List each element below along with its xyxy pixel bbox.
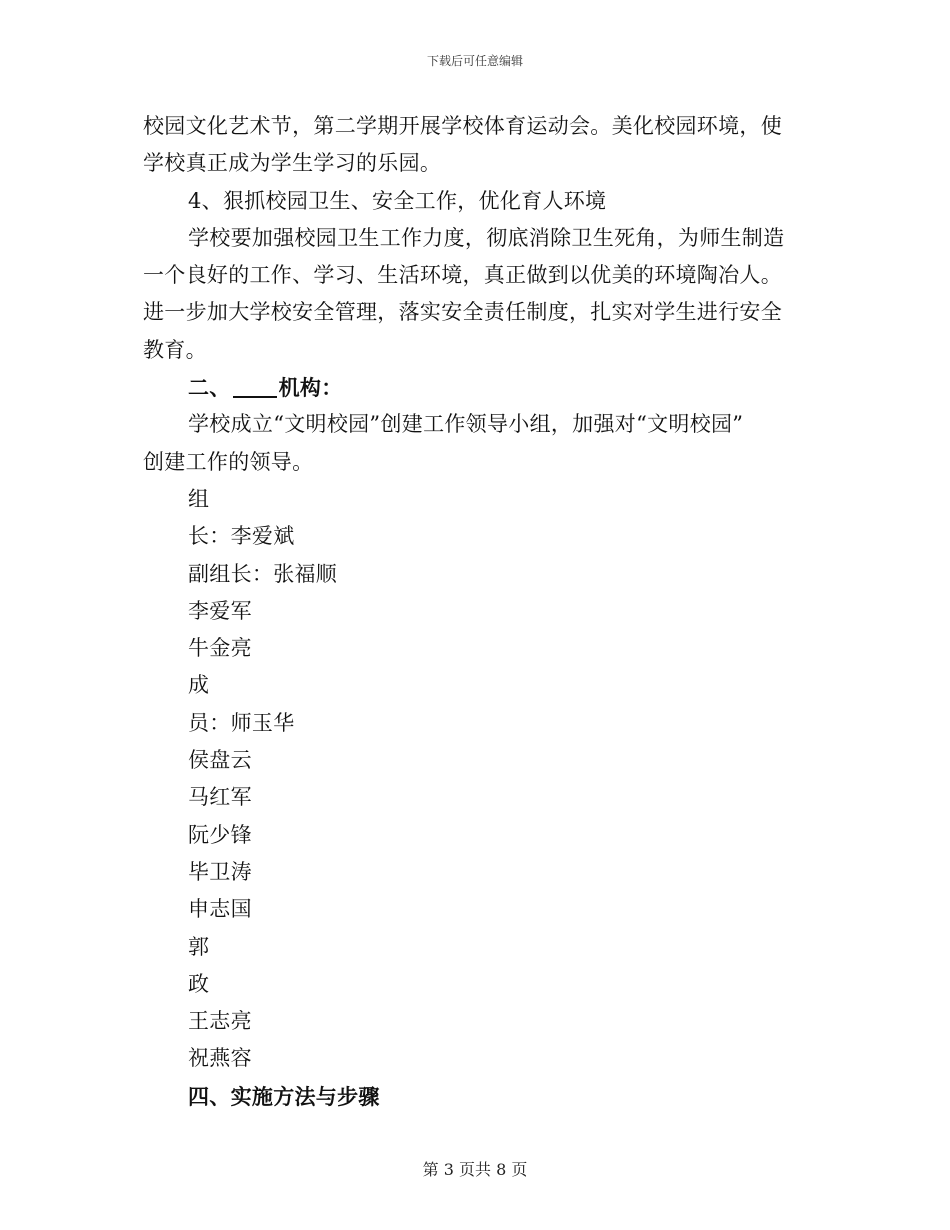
member-line: 阮少锋 [188,822,252,847]
page-footer: 第 3 页共 8 页 [422,1160,528,1179]
body-line: 一个良好的工作、学习、生活环境，真正做到以优美的环境陶冶人。 [143,263,782,288]
member-line: 马红军 [188,785,252,810]
body-line: 创建工作的领导。 [143,449,314,474]
member-line: 郭 [188,934,210,959]
body-line: 学校要加强校园卫生工作力度，彻底消除卫生死角，为师生制造 [188,225,785,250]
section-heading: 4、狠抓校园卫生、安全工作，优化育人环境 [188,188,607,213]
body-line: 进一步加大学校安全管理，落实安全责任制度，扎实对学生进行安全 [143,300,782,325]
member-line: 李爱军 [188,598,252,623]
member-line: 成 [188,673,210,698]
member-line: 牛金亮 [188,636,252,661]
member-line: 长：李爱斌 [188,524,295,549]
member-line: 申志国 [188,897,252,922]
member-line: 祝燕容 [188,1046,252,1071]
document-body [143,108,808,1115]
body-line: 学校真正成为学生学习的乐园。 [143,151,442,176]
member-line: 侯盘云 [188,748,252,773]
body-line: 教育。 [143,337,207,362]
body-line: 校园文化艺术节，第二学期开展学校体育运动会。美化校园环境，使 [143,114,782,138]
member-line: 员：师玉华 [188,710,295,735]
member-line: 政 [188,971,210,996]
member-line: 组 [188,486,210,511]
fill-in-blank [233,374,277,398]
page-header: 下载后可任意编辑 [426,54,523,68]
member-line: 副组长：张福顺 [188,561,338,586]
heading-suffix: 机构： [278,375,343,401]
section-heading [143,369,808,406]
section-heading: 四、实施方法与步骤 [188,1083,380,1109]
heading-prefix: 二、 [188,375,231,401]
member-line: 王志亮 [188,1009,252,1034]
body-line: 学校成立“文明校园”创建工作领导小组，加强对“文明校园” [188,412,744,437]
member-line: 毕卫涛 [188,859,252,884]
